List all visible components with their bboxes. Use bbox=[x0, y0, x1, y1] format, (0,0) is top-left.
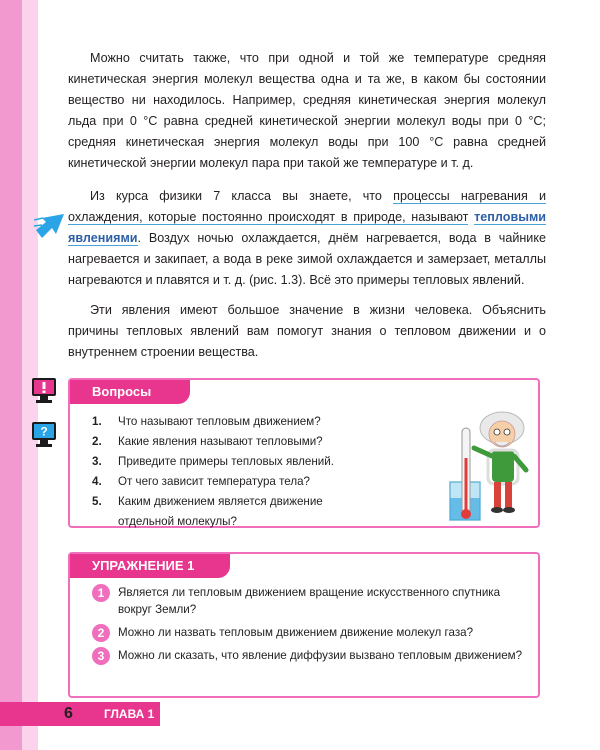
question-item: 4. От чего зависит температура тела? bbox=[92, 475, 310, 488]
left-margin-band bbox=[0, 0, 22, 750]
questions-list bbox=[92, 412, 432, 532]
paragraph-thermal-phenomena: Из курса физики 7 класса вы знаете, что процессы нагревания и охлаждения, которые постоянно происходят в природе, называют тепловыми явлениями. Воздух ночью охлаждается, днём нагревается, вода в чайнике нагревается и закипает, а вода в реке зимой охлаждается и замерзает, металлы нагреваются и плавятся и т. д. (рис. 1.3). Всё это примеры тепловых явлений. bbox=[68, 189, 547, 287]
questions-title: Вопросы bbox=[70, 380, 190, 404]
svg-text:?: ? bbox=[40, 424, 48, 439]
paragraph-importance: Эти явления имеют большое значение в жизни человека. Объяснить причины тепловых явлений вам помогут знания о тепловом движении и о внутреннем строении вещества. bbox=[68, 303, 546, 359]
question-item: 5. Каким движением является движение отдельной молекулы? bbox=[92, 495, 323, 528]
paragraph-kinetic-energy: Можно считать также, что при одной и той же температуре средняя кинетическая энергия молекул вещества одна и та же, в каком бы состоянии вещество ни находилось. Например, средняя кинетическая энергия молекул льда при 0 °С равна средней кинетической энергии молекул воды при 0 °С; средняя кинетическая энергия молекул воды при 100 °С равна средней кинетической энергии молекул пара при такой же температуре и т. д. bbox=[68, 51, 546, 170]
exercise-title: УПРАЖНЕНИЕ 1 bbox=[70, 554, 230, 578]
question-item: 1. Что называют тепловым движением? bbox=[92, 415, 321, 428]
left-margin-band-light bbox=[22, 0, 38, 750]
page-number: 6 bbox=[64, 705, 73, 722]
exclamation-monitor-icon bbox=[30, 376, 58, 406]
exercise-box bbox=[68, 552, 540, 698]
exercise-number-badge: 1 bbox=[92, 584, 110, 602]
exercise-item: 1 Является ли тепловым движением вращение искусственного спутника вокруг Земли? bbox=[92, 584, 526, 618]
arrow-marker-icon bbox=[34, 208, 66, 244]
scientist-thermometer-illustration bbox=[430, 398, 542, 526]
exercise-number-badge: 2 bbox=[92, 624, 110, 642]
question-monitor-icon bbox=[30, 420, 58, 450]
term-thermal-phenomena: тепловыми явлениями bbox=[68, 210, 547, 245]
exercise-item: 3 Можно ли сказать, что явление диффузии вызвано тепловым движением? bbox=[92, 647, 526, 664]
exercise-number-badge: 3 bbox=[92, 647, 110, 665]
chapter-label: ГЛАВА 1 bbox=[104, 707, 155, 721]
exercise-list bbox=[92, 584, 526, 670]
exercise-item: 2 Можно ли назвать тепловым движением движение молекул газа? bbox=[92, 624, 526, 641]
definition-highlight: процессы нагревания и охлаждения, которые постоянно происходят в природе, называют bbox=[68, 189, 546, 224]
question-item: 3. Приведите примеры тепловых явлений. bbox=[92, 455, 334, 468]
question-item: 2. Какие явления называют тепловыми? bbox=[92, 435, 323, 448]
